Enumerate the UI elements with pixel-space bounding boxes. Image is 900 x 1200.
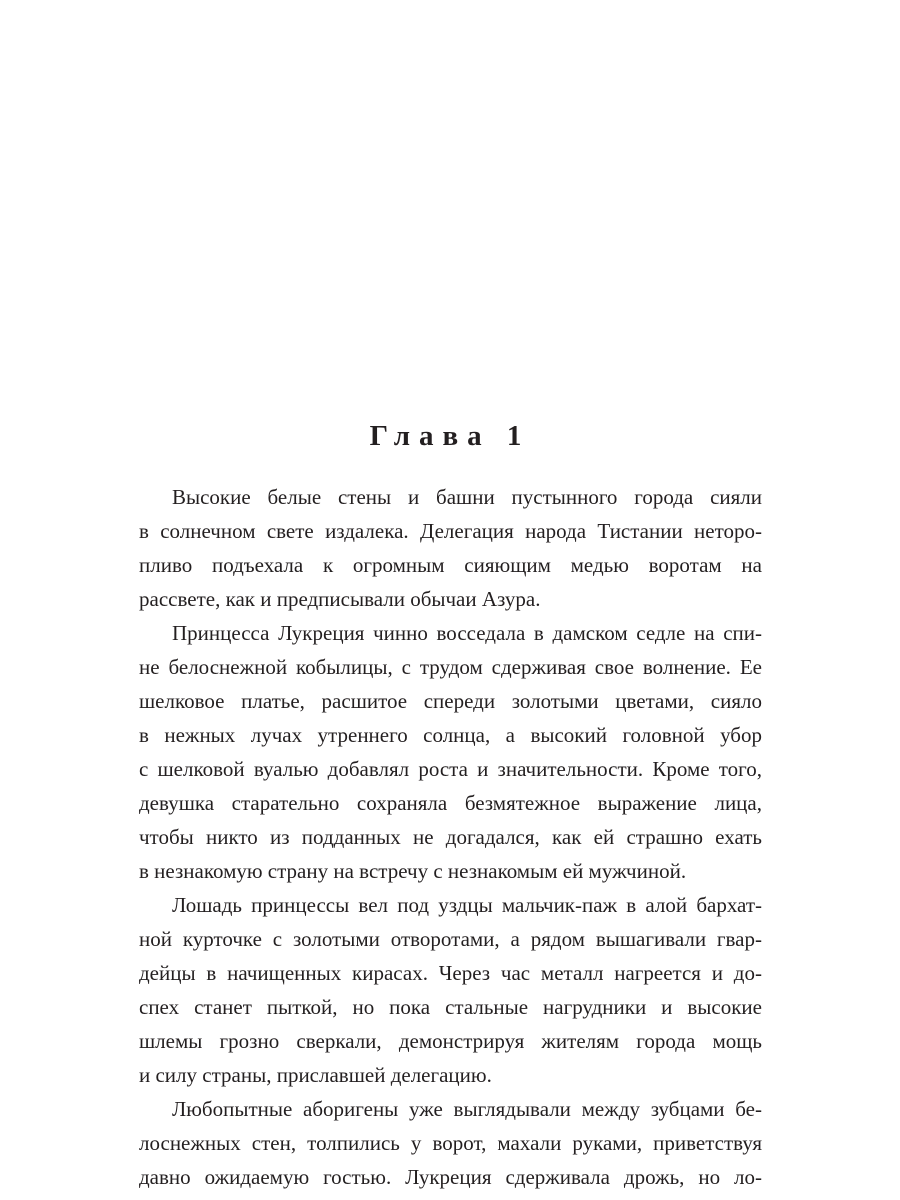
- text-line: шелковое платье, расшитое спереди золотыми цветами, сияло: [139, 689, 762, 713]
- paragraph: [139, 888, 762, 1092]
- text-line: пливо подъехала к огромным сияющим медью воротам на: [139, 553, 762, 577]
- text-line: шлемы грозно сверкали, демонстрируя жителям города мощь: [139, 1029, 762, 1053]
- text-line: чтобы никто из подданных не догадался, как ей страшно ехать: [139, 825, 762, 849]
- text-line: с шелковой вуалью добавлял роста и значительности. Кроме того,: [139, 757, 762, 781]
- paragraph: [139, 616, 762, 888]
- text-line: девушка старательно сохраняла безмятежное выражение лица,: [139, 791, 762, 815]
- text-line: Высокие белые стены и башни пустынного города сияли: [172, 485, 762, 509]
- text-line: в солнечном свете издалека. Делегация народа Тистании неторо-: [139, 519, 762, 543]
- paragraph: [139, 1092, 762, 1194]
- paragraph: [139, 480, 762, 616]
- text-line: не белоснежной кобылицы, с трудом сдерживая свое волнение. Ее: [139, 655, 762, 679]
- chapter-body: [139, 480, 762, 1194]
- text-line: спех станет пыткой, но пока стальные нагрудники и высокие: [139, 995, 762, 1019]
- chapter-title: Глава 1: [369, 420, 531, 452]
- text-line: Любопытные аборигены уже выглядывали между зубцами бе-: [172, 1097, 762, 1121]
- text-line: в незнакомую страну на встречу с незнакомым ей мужчиной.: [139, 859, 687, 883]
- text-line: в нежных лучах утреннего солнца, а высокий головной убор: [139, 723, 762, 747]
- text-line: Лошадь принцессы вел под уздцы мальчик-паж в алой бархат-: [172, 893, 762, 917]
- text-line: Принцесса Лукреция чинно восседала в дамском седле на спи-: [172, 621, 762, 645]
- text-line: и силу страны, приславшей делегацию.: [139, 1063, 492, 1087]
- text-line: рассвете, как и предписывали обычаи Азура.: [139, 587, 541, 611]
- text-line: давно ожидаемую гостью. Лукреция сдерживала дрожь, но ло-: [139, 1165, 762, 1189]
- text-line: ной курточке с золотыми отворотами, а рядом вышагивали гвар-: [139, 927, 762, 951]
- text-line: лоснежных стен, толпились у ворот, махали руками, приветствуя: [139, 1131, 762, 1155]
- text-line: дейцы в начищенных кирасах. Через час металл нагреется и до-: [139, 961, 762, 985]
